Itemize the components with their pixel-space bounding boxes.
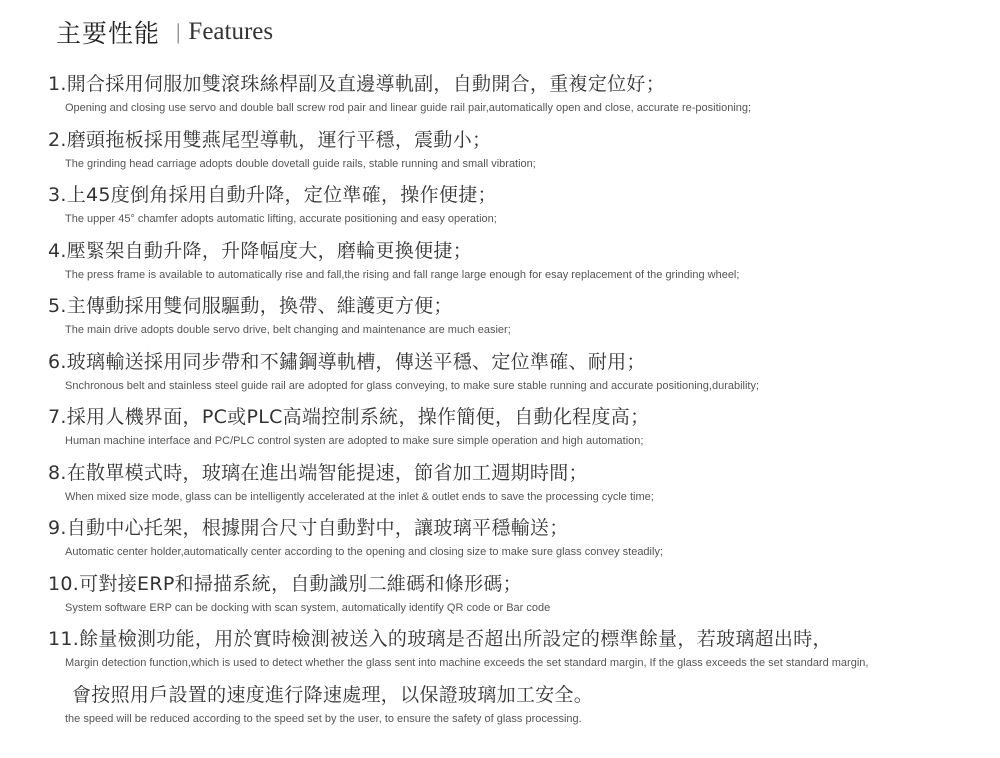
feature-text-english: The grinding head carriage adopts double dovetall guide rails, stable running and small vibration; (65, 157, 536, 170)
feature-text-english: Margin detection function,which is used to detect whether the glass sent into machine exceeds the set standard margin, If the glass exceeds the set standard margin, (65, 657, 869, 669)
feature-item-11-continued (48, 681, 988, 737)
feature-text-chinese: 10.可對接ERP和掃描系統，自動識別二維碼和條形碼； (48, 572, 522, 595)
feature-text-english: When mixed size mode, glass can be intelligently accelerated at the inlet & outlet ends to save the processing cycle time; (65, 490, 654, 503)
section-title-english: Features (188, 18, 274, 45)
feature-item-4 (48, 237, 988, 293)
title-separator: | (176, 19, 181, 44)
feature-text-chinese: 9.自動中心托架，根據開合尺寸自動對中，讓玻璃平穩輸送； (48, 517, 569, 539)
feature-text-english: Human machine interface and PC/PLC control systen are adopted to make sure simple operation and high automation; (65, 435, 644, 447)
feature-text-english: The press frame is available to automatically rise and fall,the rising and fall range large enough for esay replacement of the grinding wheel; (65, 268, 740, 281)
feature-text-english: The main drive adopts double servo drive, belt changing and maintenance are much easier; (65, 324, 511, 336)
section-header (56, 14, 273, 50)
feature-item-5 (48, 292, 988, 348)
feature-text-english: Snchronous belt and stainless steel guide rail are adopted for glass conveying, to make sure stable running and accurate positioning,durability; (65, 379, 760, 392)
feature-text-chinese: 6.玻璃輸送採用同步帶和不鏽鋼導軌槽，傳送平穩、定位準確、耐用； (48, 350, 646, 373)
feature-text-chinese: 會按照用戶設置的速度進行降速處理，以保證玻璃加工安全。 (72, 683, 594, 706)
feature-item-7 (48, 403, 988, 459)
feature-text-chinese: 4.壓緊架自動升降，升降幅度大，磨輪更換便捷； (48, 239, 473, 262)
feature-list (48, 70, 988, 736)
feature-item-9 (48, 514, 988, 570)
feature-item-2 (48, 126, 988, 182)
feature-text-chinese: 5.主傳動採用雙伺服驅動，換帶、維護更方便； (48, 295, 453, 317)
feature-item-3 (48, 181, 988, 237)
feature-text-english: Opening and closing use servo and double ball screw rod pair and linear guide rail pair,automatically open and close, accurate re-positioning; (65, 102, 752, 114)
feature-text-english: Automatic center holder,automatically center according to the opening and closing size to make sure glass convey steadily; (65, 546, 663, 558)
feature-text-chinese: 1.開合採用伺服加雙滾珠絲桿副及直邊導軌副，自動開合，重複定位好； (48, 73, 666, 95)
feature-text-chinese: 7.採用人機界面，PC或PLC高端控制系統，操作簡便，自動化程度高； (48, 406, 650, 428)
feature-text-chinese: 11.餘量檢測功能，用於實時檢測被送入的玻璃是否超出所設定的標準餘量，若玻璃超出時， (48, 628, 832, 650)
feature-text-chinese: 3.上45度倒角採用自動升降，定位準確，操作便捷； (48, 184, 497, 206)
feature-item-1 (48, 70, 988, 126)
feature-item-8 (48, 459, 988, 515)
feature-text-chinese: 2.磨頭拖板採用雙燕尾型導軌，運行平穩，震動小； (48, 128, 492, 151)
feature-text-english: System software ERP can be docking with scan system, automatically identify QR code or Bar code (65, 601, 551, 614)
feature-item-6 (48, 348, 988, 404)
feature-item-11 (48, 625, 988, 681)
section-title-chinese: 主要性能 (56, 19, 161, 48)
feature-text-chinese: 8.在散單模式時，玻璃在進出端智能提速，節省加工週期時間； (48, 461, 588, 484)
feature-item-10 (48, 570, 988, 626)
feature-text-english: The upper 45° chamfer adopts automatic lifting, accurate positioning and easy operation; (65, 213, 497, 225)
feature-text-english: the speed will be reduced according to the speed set by the user, to ensure the safety of glass processing. (65, 712, 582, 725)
